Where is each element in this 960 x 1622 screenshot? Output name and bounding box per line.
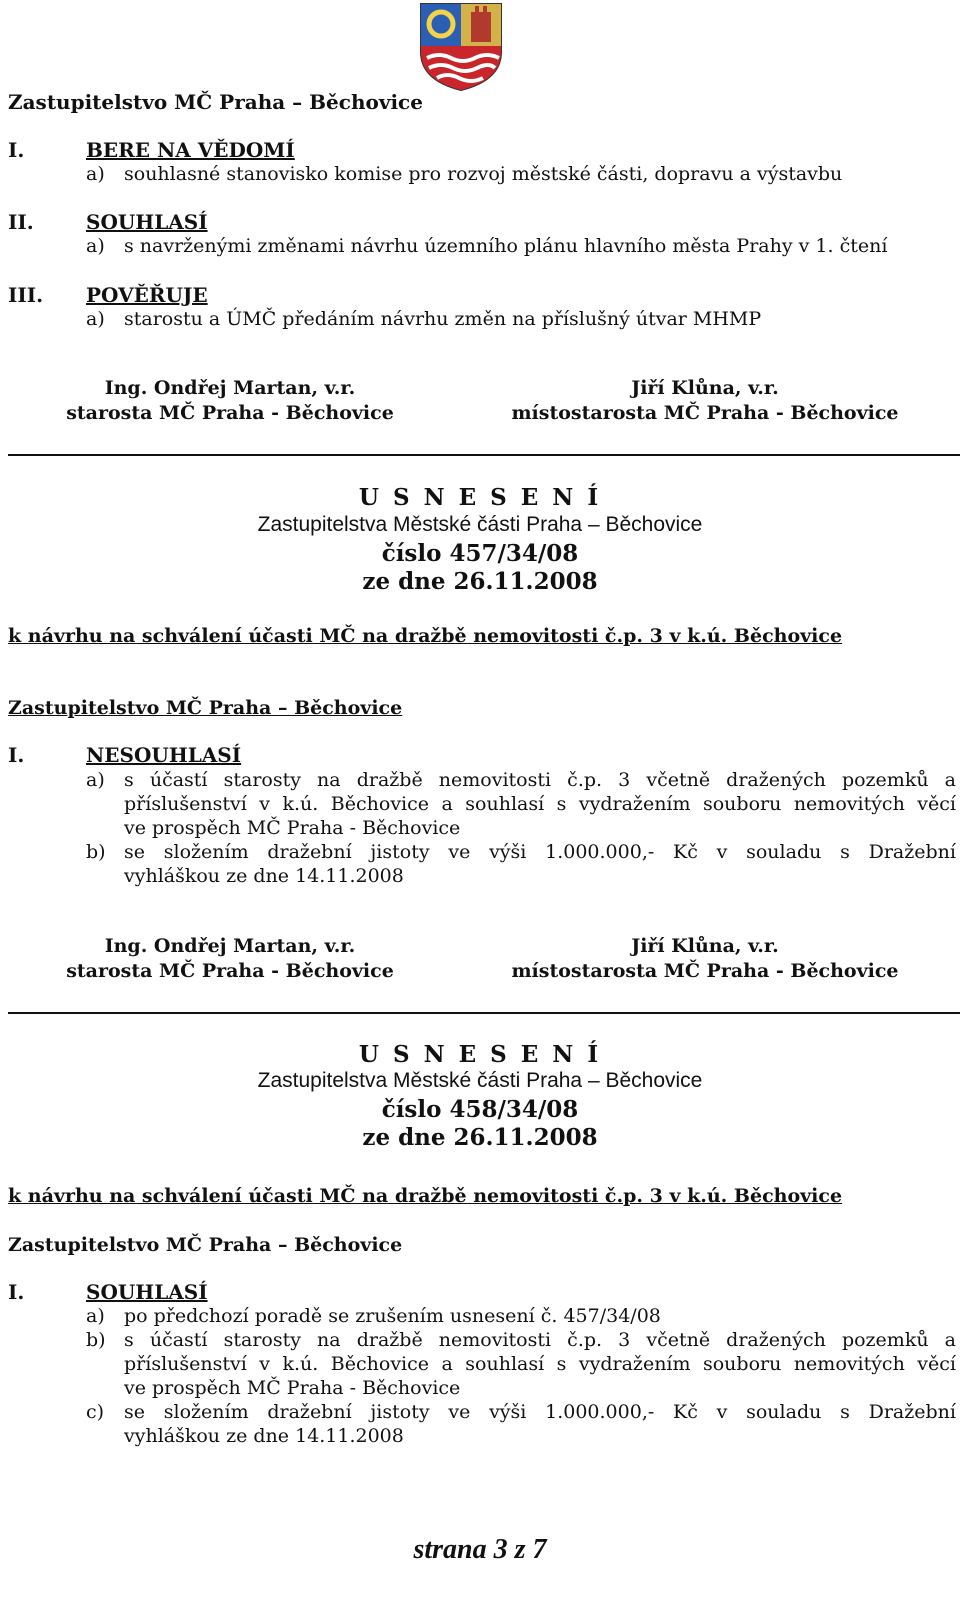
item-label: a) <box>86 235 105 257</box>
resolution-title: U S N E S E N Í <box>358 1041 602 1068</box>
signature-name: Ing. Ondřej Martan, v.r. <box>104 935 356 957</box>
signature-left <box>40 376 420 426</box>
signature-role: starosta MČ Praha - Běchovice <box>66 960 394 982</box>
item-text: se složením dražební jistoty ve výši 1.000.000,- Kč v souladu s Dražební <box>124 841 956 863</box>
page-number: strana 3 z 7 <box>413 1534 547 1565</box>
signature-name: Jiří Klůna, v.r. <box>631 377 779 399</box>
point-number: I. <box>8 138 25 162</box>
point-item <box>86 307 761 331</box>
signature-right <box>495 934 915 984</box>
point-number: II. <box>8 210 34 234</box>
item-label: b) <box>86 1329 106 1351</box>
item-label: c) <box>86 1401 105 1423</box>
point-heading: SOUHLASÍ <box>86 1280 208 1304</box>
item-label: a) <box>86 769 105 791</box>
item-text: s účastí starosty na dražbě nemovitosti č.p. 3 včetně dražených pozemků a <box>124 769 956 791</box>
signature-name: Ing. Ondřej Martan, v.r. <box>104 377 356 399</box>
resolution-date: ze dne 26.11.2008 <box>362 568 598 595</box>
point-heading: BERE NA VĚDOMÍ <box>86 138 295 162</box>
item-text: po předchozí poradě se zrušením usnesení č. 457/34/08 <box>124 1305 661 1327</box>
resolution-subject: k návrhu na schválení účasti MČ na dražbě nemovitosti č.p. 3 v k.ú. Běchovice <box>8 625 843 647</box>
resolution-subject: k návrhu na schválení účasti MČ na dražbě nemovitosti č.p. 3 v k.ú. Běchovice <box>8 1185 843 1207</box>
resolution-title: U S N E S E N Í <box>358 484 602 511</box>
point-heading: SOUHLASÍ <box>86 210 208 234</box>
resolution-date: ze dne 26.11.2008 <box>362 1124 598 1151</box>
point-number: I. <box>8 1280 25 1304</box>
item-text: s účastí starosty na dražbě nemovitosti č.p. 3 včetně dražených pozemků a <box>124 1329 956 1351</box>
item-label: b) <box>86 841 106 863</box>
council-heading: Zastupitelstvo MČ Praha – Běchovice <box>8 1234 403 1256</box>
point-item <box>86 234 887 258</box>
resolution-number: číslo 457/34/08 <box>381 540 579 567</box>
item-text: starostu a ÚMČ předáním návrhu změn na příslušný útvar MHMP <box>124 308 762 330</box>
divider <box>8 454 960 456</box>
council-heading: Zastupitelstvo MČ Praha – Běchovice <box>8 697 403 719</box>
item-text-line: ve prospěch MČ Praha - Běchovice <box>124 817 461 839</box>
item-label: a) <box>86 308 105 330</box>
point-item <box>86 162 842 186</box>
item-label: a) <box>86 1305 105 1327</box>
resolution-number: číslo 458/34/08 <box>381 1096 579 1123</box>
resolution-body: Zastupitelstva Městské části Praha – Běchovice <box>257 1069 703 1092</box>
point-number: III. <box>8 283 44 307</box>
point-heading: POVĚŘUJE <box>86 283 208 307</box>
item-text: s navrženými změnami návrhu územního plánu hlavního města Prahy v 1. čtení <box>124 235 888 257</box>
signature-role: starosta MČ Praha - Běchovice <box>66 402 394 424</box>
point-heading: NESOUHLASÍ <box>86 743 242 767</box>
item-text-line: ve prospěch MČ Praha - Běchovice <box>124 1377 461 1399</box>
item-text-line: vyhláškou ze dne 14.11.2008 <box>124 865 404 887</box>
resolution-body: Zastupitelstva Městské části Praha – Běchovice <box>257 513 703 536</box>
item-text: se složením dražební jistoty ve výši 1.000.000,- Kč v souladu s Dražební <box>124 1401 956 1423</box>
divider <box>8 1012 960 1014</box>
item-text-line: příslušenství v k.ú. Běchovice a souhlasí s vydražením souboru nemovitých věcí <box>124 1353 956 1375</box>
council-heading-top: Zastupitelstvo MČ Praha – Běchovice <box>8 90 423 114</box>
item-text-line: vyhláškou ze dne 14.11.2008 <box>124 1425 404 1447</box>
coat-of-arms-logo <box>415 0 507 92</box>
item-label: a) <box>86 163 105 185</box>
signature-role: místostarosta MČ Praha - Běchovice <box>511 402 899 424</box>
item-text: souhlasné stanovisko komise pro rozvoj městské části, dopravu a výstavbu <box>124 163 843 185</box>
signature-left <box>40 934 420 984</box>
point-number: I. <box>8 743 25 767</box>
item-text-line: příslušenství v k.ú. Běchovice a souhlasí s vydražením souboru nemovitých věcí <box>124 793 956 815</box>
signature-name: Jiří Klůna, v.r. <box>631 935 779 957</box>
signature-role: místostarosta MČ Praha - Běchovice <box>511 960 899 982</box>
signature-right <box>495 376 915 426</box>
